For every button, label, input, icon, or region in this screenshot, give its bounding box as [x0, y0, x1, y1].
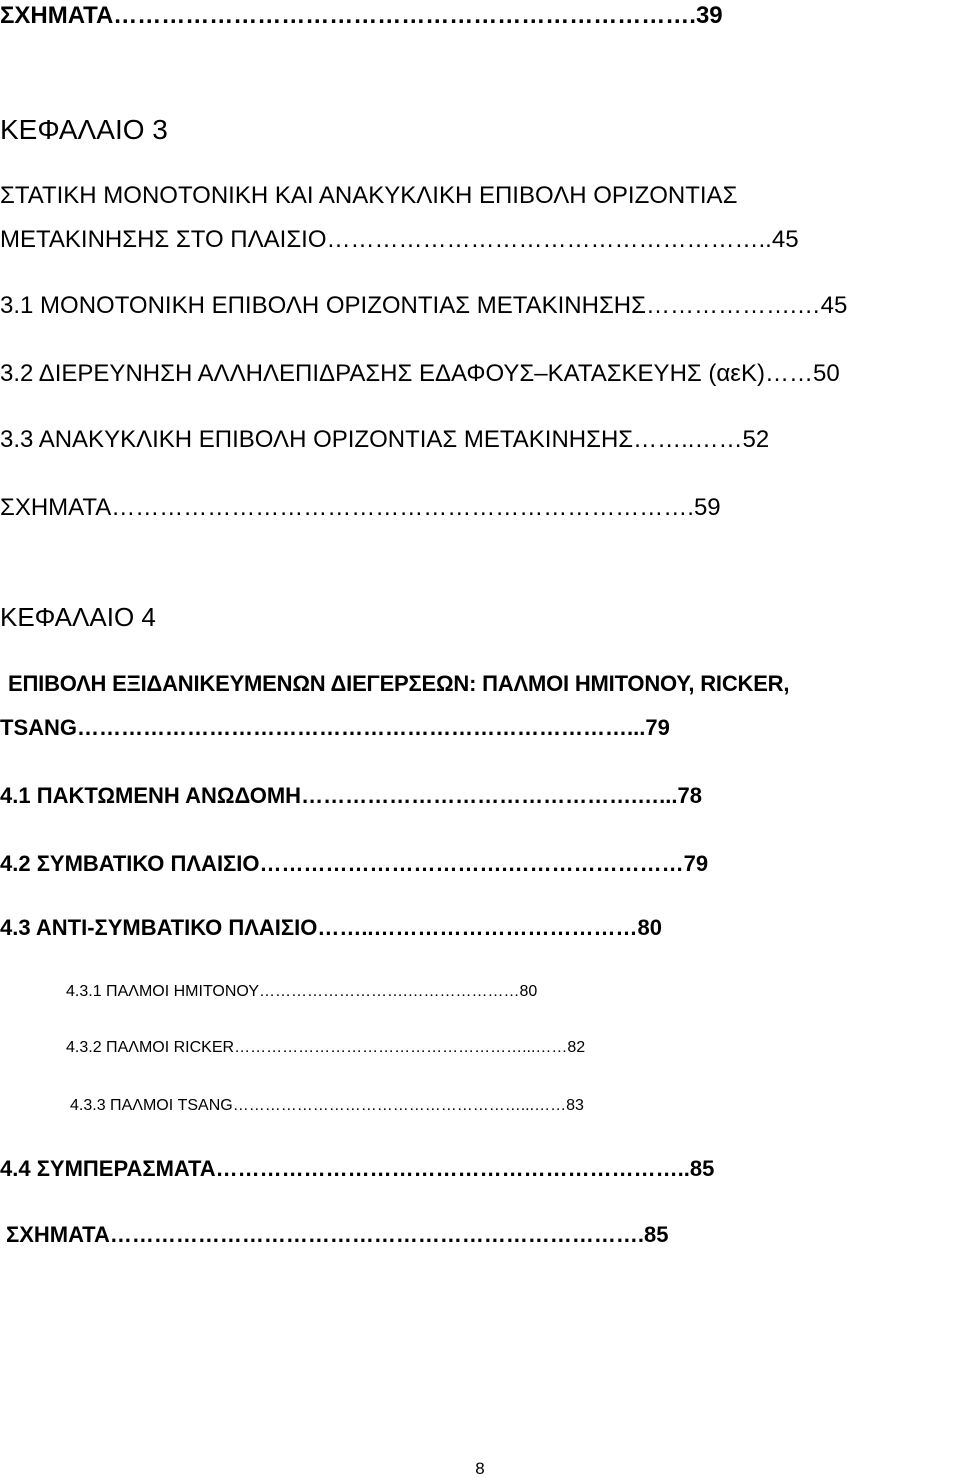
toc-entry-4-2: 4.2 ΣΥΜΒΑΤΙΚΟ ΠΛΑΙΣΙΟ…………………………….……………………79 — [0, 851, 709, 876]
toc-entry-4-3-3: 4.3.3 ΠΑΛΜΟΙ TSANG………………………………………………...……83 — [70, 1097, 584, 1114]
toc-entry-4-1: 4.1 ΠΑΚΤΩΜΕΝΗ ΑΝΩΔΟΜΗ……………………………………….…...78 — [0, 783, 702, 808]
toc-entry-4-4: 4.4 ΣΥΜΠΕΡΑΣΜΑΤΑ………………………………………………………..85 — [0, 1156, 715, 1181]
toc-entry-4-3-1: 4.3.1 ΠΑΛΜΟΙ ΗΜΙΤΟΝΟΥ……………………….…………………80 — [66, 983, 538, 1000]
toc-entry-figures-ch2: ΣΧΗΜΑΤΑ……………………………………………………………….39 — [0, 2, 723, 29]
toc-chapter-3-title-line1: ΣΤΑΤΙΚΗ ΜΟΝΟΤΟΝΙΚΗ ΚΑΙ ΑΝΑΚΥΚΛΙΚΗ ΕΠΙΒΟΛΗ ΟΡΙΖΟΝΤΙΑΣ — [0, 182, 738, 209]
toc-entry-3-1: 3.1 ΜΟΝΟΤΟΝΙΚΗ ΕΠΙΒΟΛΗ ΟΡΙΖΟΝΤΙΑΣ ΜΕΤΑΚΙΝΗΣΗΣ……………….…45 — [0, 292, 848, 319]
toc-chapter-4-title-line2: TSANG…………………………………………………………………...79 — [0, 715, 670, 740]
toc-chapter-4-heading: ΚΕΦΑΛΑΙΟ 4 — [0, 602, 156, 632]
toc-chapter-4-title-line1: ΕΠΙΒΟΛΗ ΕΞΙΔΑΝΙΚΕΥΜΕΝΩΝ ΔΙΕΓΕΡΣΕΩΝ: ΠΑΛΜΟΙ ΗΜΙΤΟΝΟΥ, RICKER, — [8, 671, 790, 696]
toc-entry-4-3: 4.3 ΑΝΤΙ-ΣΥΜΒΑΤΙΚΟ ΠΛΑΙΣΙΟ……..………………………………80 — [0, 915, 663, 940]
toc-entry-3-3: 3.3 ΑΝΑΚΥΚΛΙΚΗ ΕΠΙΒΟΛΗ ΟΡΙΖΟΝΤΙΑΣ ΜΕΤΑΚΙΝΗΣΗΣ……..……52 — [0, 426, 770, 453]
toc-entry-figures-ch3: ΣΧΗΜΑΤΑ……………………………………………………………….59 — [0, 494, 721, 521]
toc-entry-4-3-2: 4.3.2 ΠΑΛΜΟΙ RICKER………………………………………………...……82 — [66, 1039, 586, 1056]
toc-entry-figures-ch4: ΣΧΗΜΑΤΑ……………………………………………………………….85 — [6, 1222, 669, 1247]
toc-chapter-3-title-line2: ΜΕΤΑΚΙΝΗΣΗΣ ΣΤΟ ΠΛΑΙΣΙΟ………………………………………………..45 — [0, 226, 799, 253]
toc-chapter-3-heading: ΚΕΦΑΛΑΙΟ 3 — [0, 114, 168, 145]
toc-entry-3-2: 3.2 ΔΙΕΡΕΥΝΗΣΗ ΑΛΛΗΛΕΠΙΔΡΑΣΗΣ ΕΔΑΦΟΥΣ–ΚΑΤΑΣΚΕΥΗΣ (αεΚ)……50 — [0, 360, 840, 387]
page-number: 8 — [475, 1459, 485, 1478]
